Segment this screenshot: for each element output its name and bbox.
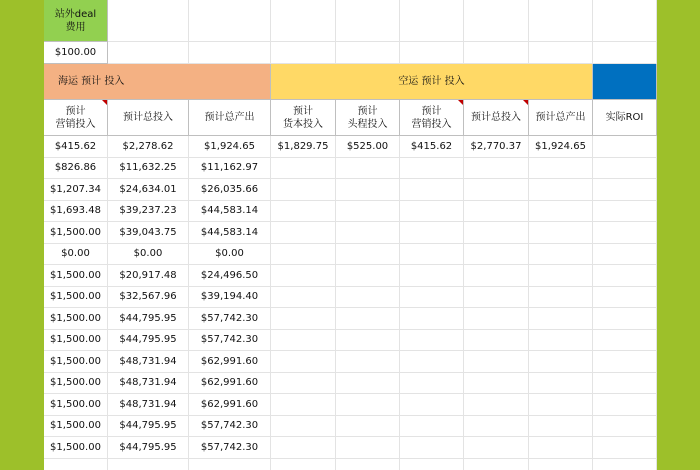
column-header-text — [123, 111, 173, 124]
table-cell[interactable] — [464, 437, 529, 459]
table-cell[interactable] — [464, 351, 529, 373]
table-cell[interactable] — [271, 287, 336, 309]
empty-cell[interactable] — [400, 0, 464, 42]
cell-value: $1,500.00 — [50, 441, 101, 453]
cell-value: $11,162.97 — [200, 162, 259, 174]
table-cell[interactable] — [400, 351, 464, 373]
table-cell[interactable] — [336, 394, 400, 416]
cell-value: $2,770.37 — [470, 140, 522, 152]
table-cell[interactable] — [464, 179, 529, 201]
table-cell[interactable] — [189, 437, 271, 459]
table-cell[interactable] — [108, 222, 189, 244]
table-cell[interactable] — [336, 136, 400, 158]
table-cell[interactable] — [271, 394, 336, 416]
cell-value: $39,043.75 — [119, 226, 177, 238]
cell-value: $0.00 — [133, 248, 163, 260]
table-cell[interactable] — [529, 287, 593, 309]
column-header[interactable] — [108, 100, 189, 136]
column-header-line2: 营销投入 — [411, 118, 452, 130]
table-cell[interactable] — [464, 459, 529, 470]
table-cell[interactable] — [593, 437, 657, 459]
table-cell[interactable] — [529, 437, 593, 459]
table-cell[interactable] — [593, 244, 657, 266]
air-group-title: 空运 预计 投入 — [398, 76, 465, 87]
table-cell[interactable] — [400, 416, 464, 438]
table-cell[interactable] — [464, 416, 529, 438]
column-header-line2: 货本投入 — [283, 118, 323, 130]
cell-value: $26,035.66 — [200, 183, 259, 195]
cell-value: $1,500.00 — [50, 355, 101, 367]
table-cell[interactable] — [336, 265, 400, 287]
column-header-text — [536, 111, 586, 124]
column-header-text — [471, 111, 521, 124]
table-cell[interactable] — [529, 330, 593, 352]
deal-fee-label-line2: 费用 — [65, 21, 86, 33]
column-header-line1: 预计 — [357, 105, 378, 117]
table-cell[interactable] — [529, 351, 593, 373]
table-cell[interactable] — [336, 244, 400, 266]
deal-fee-label-line1: 站外deal — [54, 8, 97, 20]
table-cell[interactable] — [271, 351, 336, 373]
table-cell[interactable] — [529, 416, 593, 438]
column-header-text — [412, 105, 452, 131]
table-cell[interactable] — [529, 222, 593, 244]
table-cell[interactable] — [271, 308, 336, 330]
table-cell[interactable] — [336, 222, 400, 244]
cell-value: $0.00 — [61, 248, 90, 260]
table-cell[interactable] — [529, 179, 593, 201]
table-cell[interactable] — [108, 201, 189, 223]
cell-value: $62,991.60 — [200, 355, 259, 367]
cell-value: $1,500.00 — [50, 269, 101, 281]
column-header[interactable] — [271, 100, 336, 136]
comment-indicator-icon[interactable] — [102, 100, 107, 105]
table-cell[interactable] — [529, 158, 593, 180]
column-header-line1: 预计 — [65, 105, 86, 117]
table-cell[interactable] — [271, 416, 336, 438]
empty-cell[interactable] — [529, 0, 593, 42]
table-cell[interactable] — [464, 158, 529, 180]
column-header-line2: 营销投入 — [55, 118, 96, 130]
column-header-text — [205, 111, 255, 124]
table-cell[interactable] — [189, 373, 271, 395]
table-cell[interactable] — [529, 394, 593, 416]
table-cell[interactable] — [108, 330, 189, 352]
empty-cell[interactable] — [189, 42, 271, 64]
table-cell[interactable] — [400, 330, 464, 352]
table-cell[interactable] — [593, 222, 657, 244]
cell-value: $62,991.60 — [200, 377, 259, 389]
empty-cell[interactable] — [336, 42, 400, 64]
table-cell[interactable] — [400, 373, 464, 395]
table-cell[interactable] — [400, 201, 464, 223]
empty-cell[interactable] — [593, 42, 657, 64]
table-cell[interactable] — [189, 416, 271, 438]
cell-value: $57,742.30 — [200, 312, 259, 324]
table-cell[interactable] — [464, 265, 529, 287]
table-cell[interactable] — [44, 244, 108, 266]
column-header[interactable] — [336, 100, 400, 136]
cell-value: $48,731.94 — [119, 398, 177, 410]
table-cell[interactable] — [336, 459, 400, 470]
column-header-line1: 预计总产出 — [204, 112, 255, 123]
table-cell[interactable] — [271, 330, 336, 352]
spreadsheet — [44, 0, 657, 470]
sea-group-header[interactable] — [44, 64, 271, 100]
table-cell[interactable] — [44, 222, 108, 244]
table-cell[interactable] — [108, 351, 189, 373]
cell-value: $1,500.00 — [50, 312, 101, 324]
table-cell[interactable] — [593, 201, 657, 223]
table-cell[interactable] — [44, 437, 108, 459]
table-cell[interactable] — [464, 136, 529, 158]
cell-value: $24,496.50 — [200, 269, 259, 281]
column-header[interactable] — [44, 100, 108, 136]
column-header-line2: 头程投入 — [347, 118, 388, 130]
deal-fee-label-cell[interactable] — [44, 0, 108, 42]
cell-value: $525.00 — [346, 140, 389, 152]
table-cell[interactable] — [271, 459, 336, 470]
table-cell[interactable] — [400, 394, 464, 416]
cell-value: $2,278.62 — [122, 140, 174, 152]
table-cell[interactable] — [464, 287, 529, 309]
cell-value: $1,500.00 — [50, 398, 101, 410]
cell-value: $20,917.48 — [119, 269, 177, 281]
table-cell[interactable] — [529, 308, 593, 330]
cell-value: $1,500.00 — [50, 420, 101, 432]
column-header[interactable] — [464, 100, 529, 136]
roi-column-header[interactable] — [593, 100, 657, 136]
cell-value: $39,194.40 — [200, 291, 259, 303]
table-cell[interactable] — [44, 351, 108, 373]
table-cell[interactable] — [593, 136, 657, 158]
table-cell[interactable] — [400, 244, 464, 266]
table-cell[interactable] — [271, 265, 336, 287]
table-cell[interactable] — [189, 308, 271, 330]
cell-value: $39,237.23 — [119, 205, 177, 217]
roi-column-header-label: 实际ROI — [605, 112, 644, 123]
cell-value: $415.62 — [410, 140, 453, 152]
table-cell[interactable] — [44, 265, 108, 287]
table-cell[interactable] — [593, 287, 657, 309]
table-cell[interactable] — [529, 265, 593, 287]
table-cell[interactable] — [108, 437, 189, 459]
column-header-line1: 预计 — [293, 105, 313, 117]
cell-value: $57,742.30 — [200, 441, 259, 453]
cell-value: $57,742.30 — [200, 420, 259, 432]
cell-value: $44,583.14 — [200, 205, 259, 217]
empty-cell[interactable] — [336, 0, 400, 42]
table-cell[interactable] — [108, 244, 189, 266]
table-cell[interactable] — [400, 158, 464, 180]
cell-value: $826.86 — [54, 162, 97, 174]
cell-value: $415.62 — [54, 140, 97, 152]
table-cell[interactable] — [593, 158, 657, 180]
table-cell[interactable] — [593, 179, 657, 201]
table-cell[interactable] — [529, 136, 593, 158]
table-cell[interactable] — [400, 308, 464, 330]
table-cell[interactable] — [108, 287, 189, 309]
table-cell[interactable] — [464, 394, 529, 416]
table-cell[interactable] — [336, 351, 400, 373]
table-cell[interactable] — [529, 244, 593, 266]
table-cell[interactable] — [593, 330, 657, 352]
table-cell[interactable] — [189, 394, 271, 416]
cell-value: $57,742.30 — [200, 334, 259, 346]
table-cell[interactable] — [44, 394, 108, 416]
empty-cell[interactable] — [189, 0, 271, 42]
cell-value: $1,924.65 — [535, 140, 586, 152]
empty-cell[interactable] — [108, 42, 189, 64]
table-cell[interactable] — [44, 179, 108, 201]
cell-value: $44,795.95 — [119, 334, 177, 346]
table-cell[interactable] — [271, 201, 336, 223]
table-cell[interactable] — [108, 179, 189, 201]
table-cell[interactable] — [108, 308, 189, 330]
table-cell[interactable] — [400, 222, 464, 244]
cell-value: $24,634.01 — [119, 183, 177, 195]
table-cell[interactable] — [108, 265, 189, 287]
table-cell[interactable] — [44, 136, 108, 158]
table-cell[interactable] — [529, 373, 593, 395]
table-cell[interactable] — [189, 201, 271, 223]
deal-fee-value: $100.00 — [54, 47, 97, 58]
cell-value: $11,632.25 — [119, 162, 177, 174]
column-header[interactable] — [189, 100, 271, 136]
table-cell[interactable] — [336, 330, 400, 352]
table-cell[interactable] — [593, 416, 657, 438]
table-cell[interactable] — [336, 201, 400, 223]
table-cell[interactable] — [189, 158, 271, 180]
cell-value: $44,795.95 — [119, 441, 177, 453]
table-cell[interactable] — [44, 308, 108, 330]
cell-value: $1,829.75 — [277, 140, 329, 152]
table-cell[interactable] — [336, 416, 400, 438]
table-cell[interactable] — [464, 222, 529, 244]
table-cell[interactable] — [189, 136, 271, 158]
empty-cell[interactable] — [464, 42, 529, 64]
table-cell[interactable] — [44, 287, 108, 309]
table-cell[interactable] — [44, 459, 108, 470]
table-cell[interactable] — [400, 459, 464, 470]
cell-value: $1,693.48 — [50, 205, 101, 217]
sea-group-title: 海运 预计 投入 — [58, 76, 125, 87]
table-cell[interactable] — [271, 373, 336, 395]
table-cell[interactable] — [400, 265, 464, 287]
table-cell[interactable] — [464, 201, 529, 223]
table-cell[interactable] — [108, 394, 189, 416]
table-cell[interactable] — [189, 330, 271, 352]
empty-cell[interactable] — [529, 42, 593, 64]
table-cell[interactable] — [189, 287, 271, 309]
table-cell[interactable] — [189, 351, 271, 373]
empty-cell[interactable] — [400, 42, 464, 64]
column-header-line1: 预计总投入 — [123, 112, 173, 123]
table-cell[interactable] — [271, 437, 336, 459]
comment-indicator-icon[interactable] — [523, 100, 528, 105]
cell-value: $0.00 — [215, 248, 244, 260]
table-cell[interactable] — [108, 416, 189, 438]
table-cell[interactable] — [44, 201, 108, 223]
cell-value: $1,500.00 — [50, 334, 101, 346]
table-cell[interactable] — [593, 308, 657, 330]
table-cell[interactable] — [108, 459, 189, 470]
table-cell[interactable] — [464, 308, 529, 330]
deal-fee-value-cell[interactable] — [44, 42, 108, 64]
table-cell[interactable] — [44, 158, 108, 180]
table-cell[interactable] — [593, 459, 657, 470]
cell-value: $44,795.95 — [119, 312, 177, 324]
cell-value: $1,500.00 — [50, 377, 101, 389]
cell-value: $48,731.94 — [119, 355, 177, 367]
table-cell[interactable] — [593, 265, 657, 287]
table-cell[interactable] — [271, 179, 336, 201]
table-cell[interactable] — [108, 136, 189, 158]
cell-value: $1,500.00 — [50, 226, 101, 238]
cell-value: $32,567.96 — [119, 291, 177, 303]
air-group-header[interactable] — [271, 64, 593, 100]
column-header[interactable] — [529, 100, 593, 136]
empty-cell[interactable] — [271, 0, 336, 42]
table-cell[interactable] — [271, 136, 336, 158]
table-cell[interactable] — [189, 222, 271, 244]
cell-value: $44,583.14 — [200, 226, 259, 238]
table-cell[interactable] — [336, 308, 400, 330]
column-header-text — [56, 105, 96, 131]
table-cell[interactable] — [189, 179, 271, 201]
column-header-line1: 预计总投入 — [471, 112, 521, 123]
table-cell[interactable] — [336, 373, 400, 395]
empty-cell[interactable] — [108, 0, 189, 42]
table-cell[interactable] — [529, 201, 593, 223]
cell-value: $48,731.94 — [119, 377, 177, 389]
table-cell[interactable] — [189, 265, 271, 287]
table-cell[interactable] — [400, 437, 464, 459]
table-cell[interactable] — [464, 330, 529, 352]
table-cell[interactable] — [529, 459, 593, 470]
table-cell[interactable] — [44, 416, 108, 438]
table-cell[interactable] — [336, 437, 400, 459]
column-header-text — [283, 105, 323, 131]
cell-value: $1,924.65 — [204, 140, 255, 152]
column-header-line1: 预计 — [421, 105, 442, 117]
table-cell[interactable] — [189, 244, 271, 266]
table-cell[interactable] — [336, 287, 400, 309]
table-cell[interactable] — [336, 158, 400, 180]
table-cell[interactable] — [400, 287, 464, 309]
table-cell[interactable] — [593, 394, 657, 416]
table-cell[interactable] — [593, 373, 657, 395]
cell-value: $1,500.00 — [50, 291, 101, 303]
table-cell[interactable] — [108, 373, 189, 395]
table-cell[interactable] — [44, 330, 108, 352]
table-cell[interactable] — [336, 179, 400, 201]
table-cell[interactable] — [464, 373, 529, 395]
table-cell[interactable] — [271, 222, 336, 244]
empty-cell[interactable] — [464, 0, 529, 42]
table-cell[interactable] — [593, 351, 657, 373]
empty-cell[interactable] — [271, 42, 336, 64]
table-cell[interactable] — [189, 459, 271, 470]
comment-indicator-icon[interactable] — [458, 100, 463, 105]
table-cell[interactable] — [271, 158, 336, 180]
cell-value: $44,795.95 — [119, 420, 177, 432]
empty-cell[interactable] — [593, 0, 657, 42]
table-cell[interactable] — [108, 158, 189, 180]
table-cell[interactable] — [400, 136, 464, 158]
table-cell[interactable] — [464, 244, 529, 266]
table-cell[interactable] — [271, 244, 336, 266]
cell-value: $62,991.60 — [200, 398, 259, 410]
cell-value: $1,207.34 — [50, 183, 101, 195]
roi-group-header[interactable] — [593, 64, 657, 100]
column-header[interactable] — [400, 100, 464, 136]
table-cell[interactable] — [400, 179, 464, 201]
column-header-line1: 预计总产出 — [535, 112, 586, 123]
table-cell[interactable] — [44, 373, 108, 395]
column-header-text — [348, 105, 388, 131]
